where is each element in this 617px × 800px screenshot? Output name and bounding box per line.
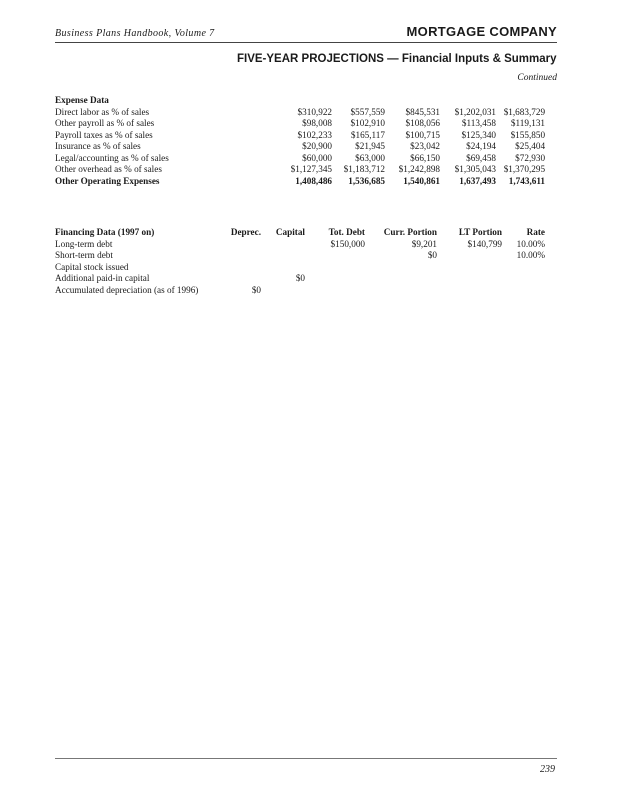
column-header: Curr. Portion: [383, 227, 437, 237]
header-rule: [55, 42, 557, 43]
table-row: [55, 250, 545, 262]
table-row: [55, 118, 545, 130]
total-cell: 1,536,685: [348, 175, 385, 186]
table-cell: $100,715: [405, 129, 440, 140]
table-cell: 10.00%: [516, 238, 545, 249]
table-cell: $1,305,043: [454, 164, 496, 174]
column-header: LT Portion: [458, 227, 502, 237]
table-cell: $72,930: [515, 152, 546, 163]
table-row: [55, 239, 545, 251]
table-row: [55, 273, 545, 285]
running-header-title: Business Plans Handbook, Volume 7: [55, 28, 215, 39]
table-cell: $1,202,031: [454, 106, 496, 117]
table-cell: $108,056: [405, 118, 440, 128]
table-row: [55, 164, 545, 176]
table-cell: $24,194: [466, 141, 496, 151]
table-cell: $63,000: [355, 152, 385, 163]
footer-rule: [55, 758, 557, 759]
table-cell: [261, 250, 305, 262]
column-header: Deprec.: [230, 227, 261, 237]
table-row: [55, 153, 545, 165]
row-label: Payroll taxes as % of sales: [55, 129, 153, 140]
table-row: [55, 285, 545, 297]
table-row: [55, 130, 545, 142]
row-label: Other payroll as % of sales: [55, 118, 155, 128]
total-row: [55, 176, 545, 188]
row-label: Long-term debt: [55, 238, 113, 249]
table-cell: $0: [251, 284, 261, 295]
table-cell: [305, 262, 365, 274]
row-label: Other overhead as % of sales: [55, 164, 162, 174]
table-cell: $20,900: [302, 141, 332, 151]
column-header: Capital: [275, 227, 305, 237]
table-cell: [261, 239, 305, 251]
table-cell: $125,340: [461, 129, 496, 140]
page-number: 239: [540, 764, 555, 775]
table-row: [55, 107, 545, 119]
row-label: Insurance as % of sales: [55, 141, 141, 151]
table-cell: $310,922: [297, 106, 332, 117]
table-cell: $113,458: [461, 118, 496, 128]
table-cell: [502, 262, 545, 274]
column-header: Rate: [526, 227, 545, 237]
table-cell: [215, 250, 261, 262]
table-cell: $119,131: [510, 118, 546, 128]
table-cell: $102,910: [350, 118, 385, 128]
table-cell: [437, 262, 502, 274]
table-cell: $25,404: [515, 141, 546, 151]
table-cell: $23,042: [410, 141, 440, 151]
table-cell: $66,150: [410, 152, 440, 163]
financing-heading: Financing Data (1997 on): [55, 227, 155, 237]
table-cell: $0: [427, 250, 437, 260]
table-cell: [365, 285, 437, 297]
continued-note: Continued: [517, 73, 557, 83]
table-cell: $140,799: [467, 238, 502, 249]
table-cell: [305, 250, 365, 262]
row-label: Short-term debt: [55, 250, 113, 260]
table-cell: $557,559: [350, 106, 385, 117]
table-cell: $150,000: [330, 238, 365, 249]
table-cell: $165,117: [350, 129, 385, 140]
table-cell: $1,127,345: [290, 164, 332, 174]
table-cell: [365, 273, 437, 285]
table-cell: [502, 285, 545, 297]
table-cell: $69,458: [466, 152, 496, 163]
row-label: Direct labor as % of sales: [55, 106, 150, 117]
expense-heading: Expense Data: [55, 95, 109, 105]
table-cell: 10.00%: [516, 250, 545, 260]
table-cell: $9,201: [411, 238, 437, 249]
total-cell: 1,637,493: [459, 175, 496, 186]
table-cell: [215, 262, 261, 274]
row-label: Additional paid-in capital: [55, 273, 150, 283]
table-cell: [261, 285, 305, 297]
running-header-section: MORTGAGE COMPANY: [406, 24, 557, 39]
table-cell: [305, 285, 365, 297]
table-cell: [215, 273, 261, 285]
table-cell: $21,945: [355, 141, 385, 151]
section-title: FIVE-YEAR PROJECTIONS — Financial Inputs & Summary: [237, 53, 557, 65]
total-cell: 1,408,486: [295, 175, 332, 186]
table-cell: $60,000: [302, 152, 332, 163]
row-label: Accumulated depreciation (as of 1996): [55, 284, 199, 295]
financing-header-row: [55, 227, 545, 239]
table-cell: $845,531: [405, 106, 440, 117]
table-cell: [437, 250, 502, 262]
table-cell: $1,242,898: [398, 164, 440, 174]
table-cell: [502, 273, 545, 285]
row-label: Capital stock issued: [55, 261, 129, 272]
table-cell: [437, 285, 502, 297]
table-cell: $98,008: [302, 118, 332, 128]
financing-data-table: [55, 227, 545, 296]
table-cell: $1,683,729: [503, 106, 546, 117]
table-cell: [437, 273, 502, 285]
table-cell: $1,183,712: [343, 164, 385, 174]
column-header: Tot. Debt: [328, 227, 365, 237]
table-cell: [215, 239, 261, 251]
total-cell: 1,540,861: [403, 175, 440, 186]
table-row: [55, 262, 545, 274]
table-cell: $0: [295, 273, 305, 283]
table-cell: [365, 262, 437, 274]
expense-heading-row: [55, 95, 545, 107]
row-label: Legal/accounting as % of sales: [55, 152, 169, 163]
table-cell: $155,850: [510, 129, 546, 140]
table-row: [55, 141, 545, 153]
table-cell: [261, 262, 305, 274]
total-cell: 1,743,611: [508, 175, 546, 186]
table-cell: [305, 273, 365, 285]
table-cell: $1,370,295: [503, 164, 546, 174]
total-label: Other Operating Expenses: [55, 175, 160, 186]
table-cell: $102,233: [297, 129, 332, 140]
expense-data-table: [55, 95, 545, 187]
